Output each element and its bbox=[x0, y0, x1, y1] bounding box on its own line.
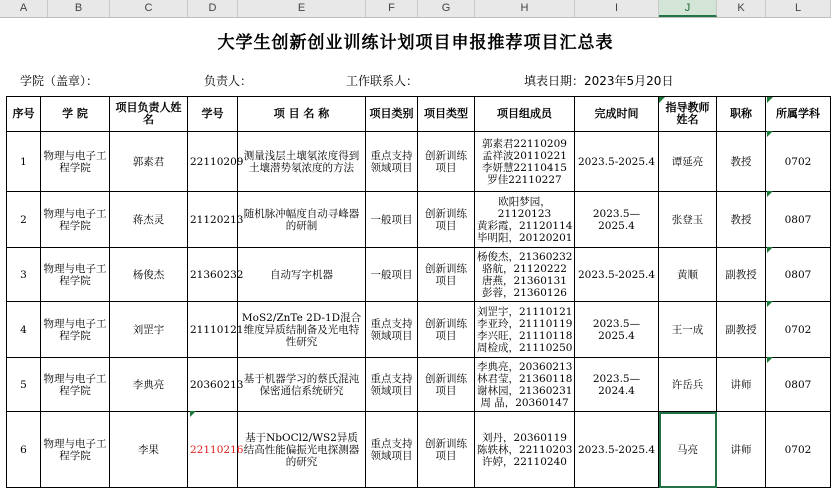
comment-indicator-icon[interactable] bbox=[767, 357, 773, 363]
cell-title[interactable]: 副教授 bbox=[717, 302, 766, 358]
comment-indicator-icon[interactable] bbox=[190, 411, 196, 417]
column-header-bar bbox=[0, 0, 831, 18]
column-header-h[interactable]: H bbox=[475, 0, 575, 17]
project-table bbox=[6, 96, 831, 488]
cell-advisor[interactable]: 张登玉 bbox=[659, 192, 717, 248]
column-header-k[interactable]: K bbox=[717, 0, 766, 17]
column-header-f[interactable]: F bbox=[366, 0, 418, 17]
cell-type[interactable]: 创新训练项目 bbox=[418, 412, 475, 488]
column-header-i[interactable]: I bbox=[575, 0, 659, 17]
column-header-j[interactable]: J bbox=[659, 0, 717, 17]
member-line: 李妍慧22110415 bbox=[482, 161, 567, 174]
column-header-c[interactable]: C bbox=[110, 0, 188, 17]
column-header-a[interactable]: A bbox=[0, 0, 48, 17]
cell-no[interactable]: 5 bbox=[7, 358, 41, 412]
member-line: 杨俊杰，21360232 bbox=[477, 250, 573, 263]
cell-project-name[interactable]: 随机脉冲幅度自动寻峰器的研制 bbox=[238, 192, 366, 248]
cell-title[interactable]: 讲师 bbox=[717, 358, 766, 412]
member-line: 欧阳梦园， bbox=[498, 195, 551, 208]
meta-leader[interactable]: 负责人： bbox=[204, 74, 253, 88]
cell-no[interactable]: 2 bbox=[7, 192, 41, 248]
sheet-title[interactable]: 大学生创新创业训练计划项目申报推荐项目汇总表 bbox=[217, 33, 614, 53]
cell-college[interactable]: 物理与电子工程学院 bbox=[41, 248, 110, 302]
column-header-b[interactable]: B bbox=[48, 0, 110, 17]
cell-no[interactable]: 6 bbox=[7, 412, 41, 488]
member-line: 孟祥波20110221 bbox=[482, 149, 567, 162]
member-line: 刘罡宇，21110121 bbox=[477, 305, 573, 318]
header-project-name[interactable]: 项 目 名 称 bbox=[238, 97, 366, 132]
cell-advisor-selected[interactable]: 马亮 bbox=[659, 412, 717, 488]
cell-discipline[interactable]: 0702 bbox=[766, 412, 831, 488]
cell-period[interactable]: 2023.5—2025.4 bbox=[575, 302, 659, 358]
member-line: 周 晶，20360147 bbox=[480, 396, 569, 409]
table-row bbox=[7, 412, 831, 488]
header-members[interactable]: 项目组成员 bbox=[475, 97, 575, 132]
cell-discipline[interactable]: 0702 bbox=[766, 132, 831, 192]
meta-contact[interactable]: 工作联系人： bbox=[346, 74, 419, 88]
member-line: 罗佳22110227 bbox=[487, 173, 562, 186]
table-row bbox=[7, 358, 831, 412]
cell-type[interactable]: 创新训练项目 bbox=[418, 358, 475, 412]
cell-leader[interactable]: 杨俊杰 bbox=[110, 248, 188, 302]
member-line: 骆航，21120222 bbox=[482, 262, 567, 275]
cell-project-name[interactable]: 基于NbOCl2/WS2异质结高性能偏振光电探测器的研究 bbox=[238, 412, 366, 488]
cell-student-id[interactable]: 21110121 bbox=[188, 302, 238, 358]
meta-date[interactable]: 填表日期：2023年5月20日 bbox=[524, 74, 674, 88]
cell-members[interactable] bbox=[475, 358, 575, 412]
cell-discipline[interactable]: 0807 bbox=[766, 358, 831, 412]
column-header-l[interactable]: L bbox=[766, 0, 831, 17]
cell-discipline[interactable]: 0807 bbox=[766, 192, 831, 248]
comment-indicator-icon[interactable] bbox=[767, 131, 773, 137]
cell-college[interactable]: 物理与电子工程学院 bbox=[41, 132, 110, 192]
cell-category[interactable]: 重点支持领域项目 bbox=[366, 358, 418, 412]
cell-student-id[interactable]: 21120213 bbox=[188, 192, 238, 248]
cell-advisor[interactable]: 许岳兵 bbox=[659, 358, 717, 412]
header-row bbox=[7, 97, 831, 132]
cell-title[interactable]: 教授 bbox=[717, 132, 766, 192]
header-leader[interactable]: 项目负责人姓名 bbox=[110, 97, 188, 132]
cell-advisor[interactable]: 谭延亮 bbox=[659, 132, 717, 192]
cell-members[interactable] bbox=[475, 302, 575, 358]
header-advisor[interactable]: 指导教师姓名 bbox=[659, 97, 717, 132]
cell-members[interactable] bbox=[475, 248, 575, 302]
header-no[interactable]: 序号 bbox=[7, 97, 41, 132]
cell-leader[interactable]: 蒋杰灵 bbox=[110, 192, 188, 248]
member-line: 刘丹，20360119 bbox=[482, 431, 567, 444]
cell-title[interactable]: 副教授 bbox=[717, 248, 766, 302]
header-period[interactable]: 完成时间 bbox=[575, 97, 659, 132]
header-discipline[interactable]: 所属学科 bbox=[766, 97, 831, 132]
comment-indicator-icon[interactable] bbox=[659, 97, 665, 103]
member-line: 郭素君22110209 bbox=[482, 137, 567, 150]
table-row bbox=[7, 132, 831, 192]
cell-category[interactable]: 一般项目 bbox=[366, 192, 418, 248]
member-line: 毕明阳，20120201 bbox=[477, 231, 573, 244]
cell-period[interactable]: 2023.5—2025.4 bbox=[575, 192, 659, 248]
cell-advisor[interactable]: 黄顺 bbox=[659, 248, 717, 302]
comment-indicator-icon[interactable] bbox=[767, 191, 773, 197]
cell-period[interactable]: 2023.5-2025.4 bbox=[575, 248, 659, 302]
cell-no[interactable]: 1 bbox=[7, 132, 41, 192]
header-college[interactable]: 学 院 bbox=[41, 97, 110, 132]
cell-student-id[interactable]: 21360232 bbox=[188, 248, 238, 302]
table-row bbox=[7, 248, 831, 302]
member-line: 谢林园，21360231 bbox=[477, 384, 573, 397]
cell-college[interactable]: 物理与电子工程学院 bbox=[41, 412, 110, 488]
cell-advisor[interactable]: 王一成 bbox=[659, 302, 717, 358]
cell-college[interactable]: 物理与电子工程学院 bbox=[41, 192, 110, 248]
header-student-id[interactable]: 学号 bbox=[188, 97, 238, 132]
cell-type[interactable]: 创新训练项目 bbox=[418, 302, 475, 358]
member-line: 李兴旺，21110118 bbox=[477, 329, 573, 342]
cell-college[interactable]: 物理与电子工程学院 bbox=[41, 358, 110, 412]
cell-leader[interactable]: 李果 bbox=[110, 412, 188, 488]
cell-student-id[interactable]: 22110209 bbox=[188, 132, 238, 192]
cell-project-name[interactable]: 测量浅层土壤氡浓度得到土壤潜势氡浓度的方法 bbox=[238, 132, 366, 192]
comment-indicator-icon[interactable] bbox=[767, 301, 773, 307]
meta-college[interactable]: 学院（盖章）： bbox=[20, 74, 99, 88]
member-line: 许婷，22110240 bbox=[482, 455, 567, 468]
column-header-e[interactable]: E bbox=[238, 0, 366, 17]
member-line: 唐燕，21360131 bbox=[482, 274, 567, 287]
cell-period[interactable]: 2023.5-2025.4 bbox=[575, 412, 659, 488]
cell-period[interactable]: 2023.5—2024.4 bbox=[575, 358, 659, 412]
cell-title[interactable]: 讲师 bbox=[717, 412, 766, 488]
comment-indicator-icon[interactable] bbox=[767, 97, 773, 103]
table-row bbox=[7, 302, 831, 358]
cell-no[interactable]: 4 bbox=[7, 302, 41, 358]
cell-leader[interactable]: 郭素君 bbox=[110, 132, 188, 192]
cell-discipline[interactable]: 0702 bbox=[766, 302, 831, 358]
member-line: 彭蓉，21360126 bbox=[482, 286, 567, 299]
cell-category[interactable]: 重点支持领域项目 bbox=[366, 132, 418, 192]
member-line: 21120123 bbox=[497, 207, 552, 220]
cell-project-name[interactable]: 基于机器学习的蔡氏混沌保密通信系统研究 bbox=[238, 358, 366, 412]
cell-leader[interactable]: 李典亮 bbox=[110, 358, 188, 412]
member-line: 周检成，21110250 bbox=[477, 341, 573, 354]
cell-type[interactable]: 创新训练项目 bbox=[418, 248, 475, 302]
cell-title[interactable]: 教授 bbox=[717, 192, 766, 248]
column-header-d[interactable]: D bbox=[188, 0, 238, 17]
cell-college[interactable]: 物理与电子工程学院 bbox=[41, 302, 110, 358]
cell-category[interactable]: 一般项目 bbox=[366, 248, 418, 302]
cell-category[interactable]: 重点支持领域项目 bbox=[366, 302, 418, 358]
cell-members[interactable] bbox=[475, 412, 575, 488]
cell-members[interactable] bbox=[475, 132, 575, 192]
cell-project-name[interactable]: MoS2/ZnTe 2D-1D混合维度异质结制备及光电特性研究 bbox=[238, 302, 366, 358]
member-line: 李典亮，20360213 bbox=[477, 360, 573, 373]
cell-category[interactable]: 重点支持领域项目 bbox=[366, 412, 418, 488]
comment-indicator-icon[interactable] bbox=[767, 247, 773, 253]
member-line: 林君莹，21360118 bbox=[477, 372, 573, 385]
header-title[interactable]: 职称 bbox=[717, 97, 766, 132]
column-header-g[interactable]: G bbox=[418, 0, 475, 17]
cell-type[interactable]: 创新训练项目 bbox=[418, 132, 475, 192]
cell-members[interactable] bbox=[475, 192, 575, 248]
member-line: 黄彩霞，21120114 bbox=[477, 219, 573, 232]
cell-student-id[interactable]: 20360213 bbox=[188, 358, 238, 412]
cell-project-name[interactable]: 自动写字机器 bbox=[238, 248, 366, 302]
cell-student-id[interactable]: 22110216 bbox=[188, 412, 238, 488]
table-row bbox=[7, 192, 831, 248]
cell-discipline[interactable]: 0807 bbox=[766, 248, 831, 302]
cell-type[interactable]: 创新训练项目 bbox=[418, 192, 475, 248]
cell-no[interactable]: 3 bbox=[7, 248, 41, 302]
cell-period[interactable]: 2023.5-2025.4 bbox=[575, 132, 659, 192]
cell-leader[interactable]: 刘罡宇 bbox=[110, 302, 188, 358]
header-category[interactable]: 项目类别 bbox=[366, 97, 418, 132]
member-line: 陈轶林，22110203 bbox=[477, 443, 573, 456]
header-type[interactable]: 项目类型 bbox=[418, 97, 475, 132]
member-line: 李亚玲，21110119 bbox=[477, 317, 573, 330]
